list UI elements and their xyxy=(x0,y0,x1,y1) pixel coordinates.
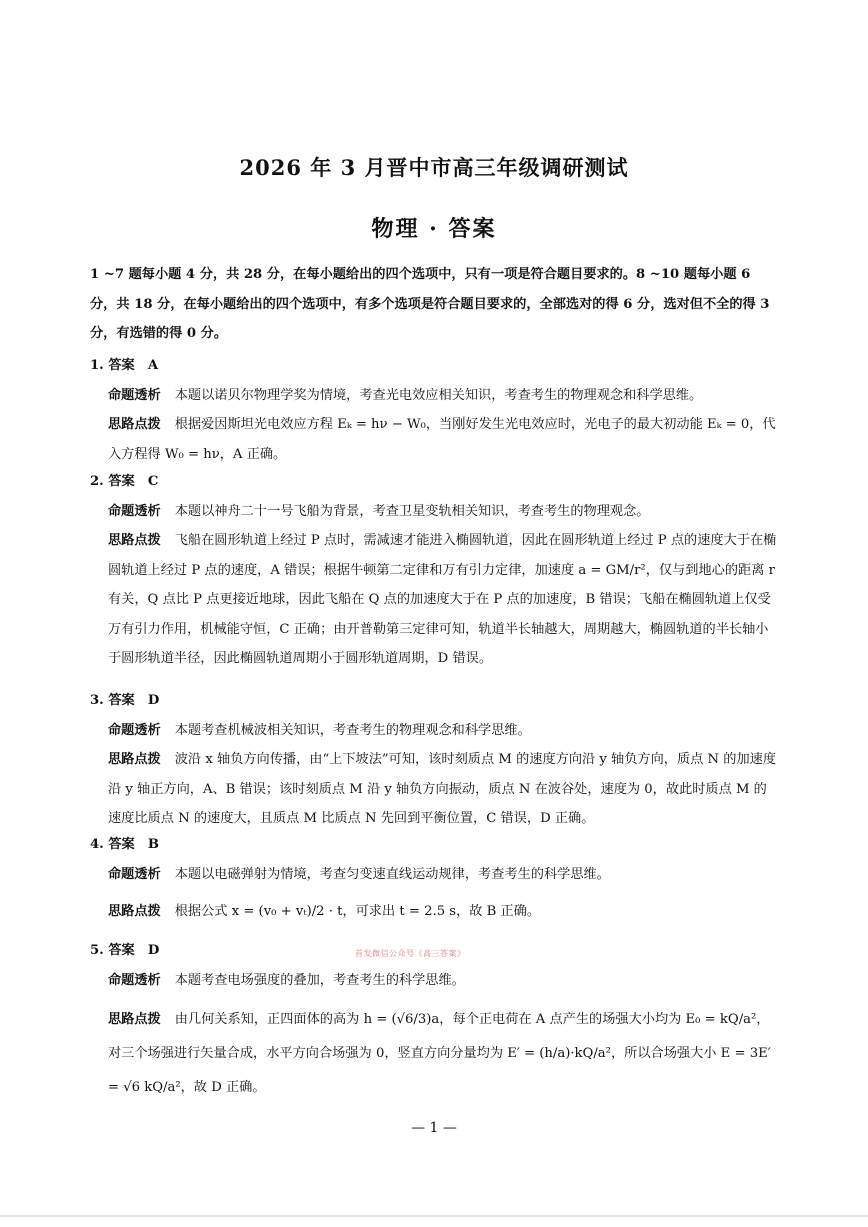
analysis-label: 命题透析 xyxy=(108,722,161,738)
page-number: — 1 — xyxy=(411,1120,457,1136)
analysis-label: 命题透析 xyxy=(108,387,161,403)
hint-label: 思路点拨 xyxy=(108,417,161,432)
analysis-label: 命题透析 xyxy=(108,503,161,519)
question-5-analysis xyxy=(90,966,778,996)
question-4-answer: 4. 答案 B xyxy=(90,837,160,852)
hint-text: 根据爱因斯坦光电效应方程 Eₖ = hν − W₀，当刚好发生光电效应时，光电子的最大初动能 Eₖ = 0，代入方程得 W₀ = hν，A 正确。 xyxy=(108,417,776,462)
analysis-label: 命题透析 xyxy=(108,972,161,988)
analysis-text: 本题考查机械波相关知识，考查考生的物理观念和科学思维。 xyxy=(174,722,531,738)
question-1-analysis xyxy=(90,381,778,411)
page-bottom-divider xyxy=(0,1215,868,1217)
page-title: 2026 年 3 月晋中市高三年级调研测试 xyxy=(239,155,629,180)
page-subtitle: 物理 · 答案 xyxy=(371,216,497,242)
question-4-hint xyxy=(90,897,778,927)
question-3-hint xyxy=(90,745,778,834)
analysis-text: 本题以诺贝尔物理学奖为情境，考查光电效应相关知识，考查考生的物理观念和科学思维。 xyxy=(174,387,703,403)
question-2-analysis xyxy=(90,497,778,527)
question-1-answer: 1. 答案 A xyxy=(90,358,159,373)
analysis-text: 本题以神舟二十一号飞船为背景，考查卫星变轨相关知识，考查考生的物理观念。 xyxy=(174,503,650,519)
question-1 xyxy=(90,351,778,469)
question-1-hint xyxy=(90,410,778,469)
question-5-answer: 5. 答案 D xyxy=(90,943,160,958)
question-4 xyxy=(90,830,778,927)
analysis-text: 本题以电磁弹射为情境，考查匀变速直线运动规律，考查考生的科学思维。 xyxy=(174,866,610,882)
question-4-analysis xyxy=(90,860,778,890)
watermark-text: 首发微信公众号《高三答案》 xyxy=(355,949,466,958)
question-2 xyxy=(90,467,778,674)
question-5-hint xyxy=(90,1003,778,1105)
question-5 xyxy=(90,936,778,1105)
analysis-label: 命题透析 xyxy=(108,866,161,882)
hint-label: 思路点拨 xyxy=(108,1012,161,1027)
hint-text: 由几何关系知，正四面体的高为 h = (√6/3)a，每个正电荷在 A 点产生的场强大小均为 E₀ = kQ/a²，对三个场强进行矢量合成，水平方向合场强为 0，竖直方向分量均为 E′ = (h/a)·kQ/a²，所以合场强大小 E = 3E′ = √6 kQ/a²，故 D 正确。 xyxy=(108,1012,771,1095)
hint-label: 思路点拨 xyxy=(108,752,161,767)
hint-text: 根据公式 x = (v₀ + vₜ)/2 · t，可求出 t = 2.5 s，故 B 正确。 xyxy=(174,904,541,919)
question-3 xyxy=(90,686,778,834)
question-2-answer: 2. 答案 C xyxy=(90,474,159,489)
instructions-paragraph: 1 ~7 题每小题 4 分，共 28 分，在每小题给出的四个选项中，只有一项是符合题目要求的。8 ~10 题每小题 6 分，共 18 分，在每小题给出的四个选项中，有多个选项是符合题目要求的，全部选对的得 6 分，选对但不全的得 3 分，有选错的得 0 分。 xyxy=(90,267,770,341)
hint-text: 波沿 x 轴负方向传播，由“上下坡法”可知，该时刻质点 M 的速度方向沿 y 轴负方向，质点 N 的加速度沿 y 轴正方向，A、B 错误；该时刻质点 M 沿 y 轴负方向振动，质点 N 在波谷处，速度为 0，故此时质点 M 的速度比质点 N 的速度大，且质点 M 比质点 N 先回到平衡位置，C 错误，D 正确。 xyxy=(108,752,777,826)
question-3-analysis xyxy=(90,716,778,746)
hint-text: 飞船在圆形轨道上经过 P 点时，需减速才能进入椭圆轨道，因此在圆形轨道上经过 P 点的速度大于在椭圆轨道上经过 P 点的速度，A 错误；根据牛顿第二定律和万有引力定律，加速度 a = GM/r²，仅与到地心的距离 r 有关，Q 点比 P 点更接近地球，因此飞船在 Q 点的加速度大于在 P 点的加速度，B 错误；飞船在椭圆轨道上仅受万有引力作用，机械能守恒，C 正确；由开普勒第三定律可知，轨道半长轴越大，周期越大，椭圆轨道的半长轴小于圆形轨道半径，因此椭圆轨道周期小于圆形轨道周期，D 错误。 xyxy=(108,533,777,666)
question-2-hint xyxy=(90,526,778,674)
hint-label: 思路点拨 xyxy=(108,904,161,919)
hint-label: 思路点拨 xyxy=(108,533,161,548)
question-3-answer: 3. 答案 D xyxy=(90,693,160,708)
analysis-text: 本题考查电场强度的叠加，考查考生的科学思维。 xyxy=(174,972,465,988)
